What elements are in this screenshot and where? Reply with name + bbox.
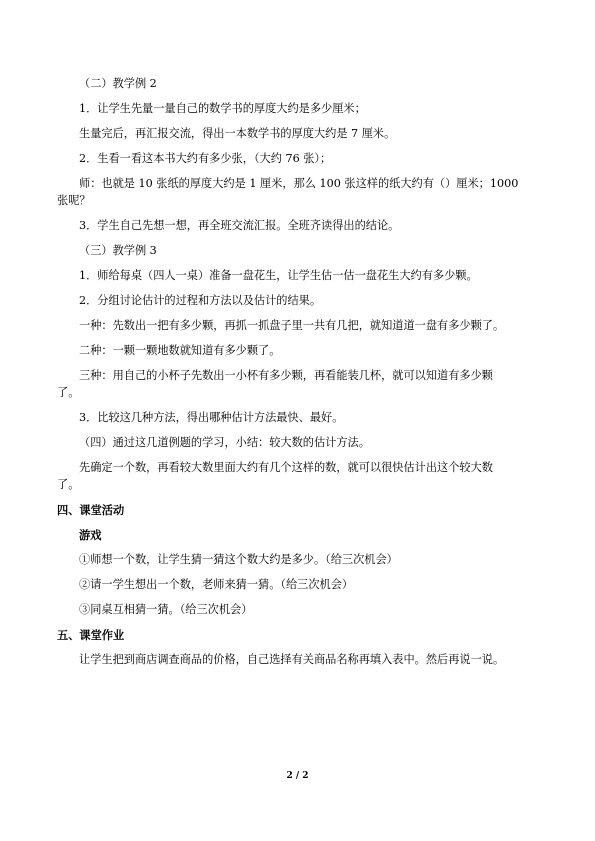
paragraph: 1．让学生先量一量自己的数学书的厚度大约是多少厘米； — [79, 102, 366, 115]
paragraph: 2．生看一看这本书大约有多少张，（大约 76 张）； — [79, 152, 332, 165]
paragraph: 1．师给每桌（四人一桌）准备一盘花生，让学生估一估一盘花生大约有多少颗。 — [79, 269, 478, 282]
paragraph: 3．比较这几种方法，得出哪种估计方法最快、最好。 — [79, 411, 344, 424]
list-item: ①师想一个数，让学生猜一猜这个数大约是多少。（给三次机会） — [79, 553, 398, 566]
section-heading-example-2: （二）教学例 2 — [79, 77, 157, 90]
paragraph: 先确定一个数，再看较大数里面大约有几个这样的数，就可以很快估计出这个较大数 — [79, 461, 493, 474]
paragraph: 生量完后，再汇报交流，得出一本数学书的厚度大约是 7 厘米。 — [79, 127, 396, 140]
section-heading-summary: （四）通过这几道例题的学习，小结：较大数的估计方法。 — [79, 436, 370, 449]
paragraph: 2．分组讨论估计的过程和方法以及估计的结果。 — [79, 294, 322, 307]
paragraph: 三种：用自己的小杯子先数出一小杯有多少颗，再看能装几杯，就可以知道有多少颗 — [79, 369, 493, 382]
subheading-game: 游戏 — [79, 528, 102, 542]
list-item: ②请一学生想出一个数，老师来猜一猜。（给三次机会） — [79, 578, 354, 591]
paragraph-continuation: 了。 — [57, 386, 80, 399]
paragraph: 一种：先数出一把有多少颗，再抓一抓盘子里一共有几把，就知道道一盘有多少颗了。 — [79, 319, 505, 332]
paragraph: 让学生把到商店调查商品的价格，自己选择有关商品名称再填入表中。然后再说一说。 — [79, 653, 505, 666]
list-item: ③同桌互相猜一猜。（给三次机会） — [79, 603, 253, 616]
paragraph: 二种：一颗一颗地数就知道有多少颗了。 — [79, 344, 281, 357]
section-heading-homework: 五、课堂作业 — [57, 628, 125, 642]
paragraph-continuation: 了。 — [57, 478, 80, 491]
section-heading-example-3: （三）教学例 3 — [79, 244, 157, 257]
paragraph: 师：也就是 10 张纸的厚度大约是 1 厘米，那么 100 张这样的纸大约有（）厘米；1000 — [79, 177, 519, 190]
page-number: 2 / 2 — [286, 771, 309, 781]
section-heading-classroom-activity: 四、课堂活动 — [57, 503, 125, 517]
paragraph-continuation: 张呢？ — [57, 194, 91, 207]
paragraph: 3．学生自己先想一想，再全班交流汇报。全班齐读得出的结论。 — [79, 219, 400, 232]
